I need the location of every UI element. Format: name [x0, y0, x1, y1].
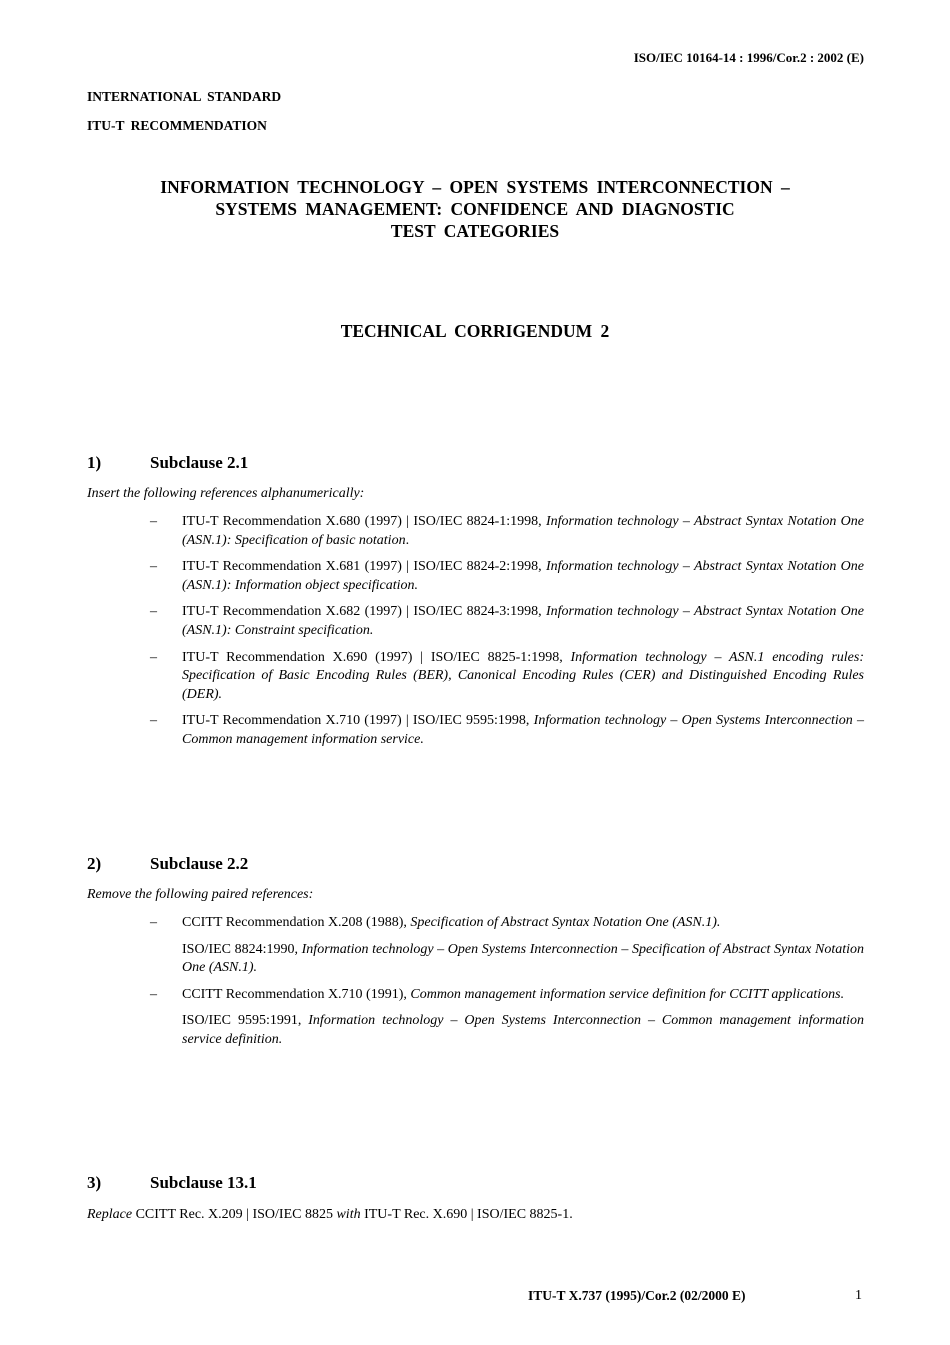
- list-dash: –: [150, 604, 157, 620]
- removed-reference-ccitt: CCITT Recommendation X.710 (1991), Common management information service definition for CCITT applications.: [182, 986, 845, 1002]
- footer-document-reference: ITU-T X.737 (1995)/Cor.2 (02/2000 E): [528, 1288, 746, 1303]
- section-number: 3): [87, 1173, 102, 1192]
- recommendation-type-label: ITU-T RECOMMENDATION: [87, 118, 267, 133]
- section-3-heading: [87, 1173, 257, 1193]
- section-number: 1): [87, 453, 102, 472]
- list-dash: –: [150, 713, 157, 729]
- list-item: – ITU-T Recommendation X.681 (1997) | ISO/IEC 8824-2:1998, Information technology – Abstract Syntax Notation One (ASN.1): Information object specification.: [150, 559, 865, 593]
- section-title: Subclause 2.2: [150, 854, 249, 873]
- list-item: – ITU-T Recommendation X.680 (1997) | ISO/IEC 8824-1:1998, Information technology – Abstract Syntax Notation One (ASN.1): Specification of basic notation.: [150, 514, 865, 548]
- section-1-heading: [87, 453, 248, 473]
- list-dash: –: [150, 649, 157, 665]
- title-line-3: TEST CATEGORIES: [390, 221, 560, 241]
- header-document-reference: ISO/IEC 10164-14 : 1996/Cor.2 : 2002 (E): [633, 50, 864, 65]
- section-title: Subclause 13.1: [150, 1173, 257, 1192]
- section-1-instruction: Insert the following references alphanumerically:: [87, 486, 365, 501]
- list-item: – ITU-T Recommendation X.682 (1997) | ISO/IEC 8824-3:1998, Information technology – Abstract Syntax Notation One (ASN.1): Constraint specification.: [150, 604, 865, 638]
- removed-reference-iso: ISO/IEC 8824:1990, Information technology – Open Systems Interconnection – Specification of Abstract Syntax Notation One (ASN.1).: [182, 941, 865, 976]
- list-dash: –: [150, 915, 157, 930]
- removed-reference-iso: ISO/IEC 9595:1991, Information technology – Open Systems Interconnection – Common management information service definition.: [182, 1013, 864, 1047]
- document-subtitle: TECHNICAL CORRIGENDUM 2: [340, 321, 610, 341]
- section-2-heading: [87, 854, 248, 874]
- list-dash: –: [150, 986, 157, 1002]
- list-item: [150, 914, 864, 978]
- page-number: 1: [855, 1288, 862, 1303]
- standard-type-label: INTERNATIONAL STANDARD: [87, 89, 282, 104]
- list-dash: –: [150, 514, 157, 529]
- removed-reference-ccitt: CCITT Recommendation X.208 (1988), Specification of Abstract Syntax Notation One (ASN.1).: [182, 915, 721, 930]
- list-item: – ITU-T Recommendation X.690 (1997) | ISO/IEC 8825-1:1998, Information technology – ASN.1 encoding rules: Specification of Basic Encoding Rules (BER), Canonical Encoding Rules (CER) and Distinguished Encoding Rules (DER).: [150, 649, 864, 702]
- list-item: [150, 986, 864, 1050]
- section-number: 2): [87, 854, 102, 873]
- list-item: – ITU-T Recommendation X.710 (1997) | ISO/IEC 9595:1998, Information technology – Open Systems Interconnection – Common management information service.: [150, 713, 864, 747]
- section-3-body: Replace CCITT Rec. X.209 | ISO/IEC 8825 with ITU-T Rec. X.690 | ISO/IEC 8825-1.: [87, 1207, 573, 1222]
- section-2-reference-list: [150, 914, 864, 1058]
- section-2-instruction: Remove the following paired references:: [87, 887, 314, 902]
- title-line-2: SYSTEMS MANAGEMENT: CONFIDENCE AND DIAGNOSTIC: [215, 199, 735, 219]
- section-title: Subclause 2.1: [150, 453, 249, 472]
- title-line-1: INFORMATION TECHNOLOGY – OPEN SYSTEMS INTERCONNECTION –: [160, 177, 790, 197]
- section-1-reference-list: [150, 513, 864, 758]
- document-title: [87, 176, 863, 242]
- list-dash: –: [150, 559, 157, 575]
